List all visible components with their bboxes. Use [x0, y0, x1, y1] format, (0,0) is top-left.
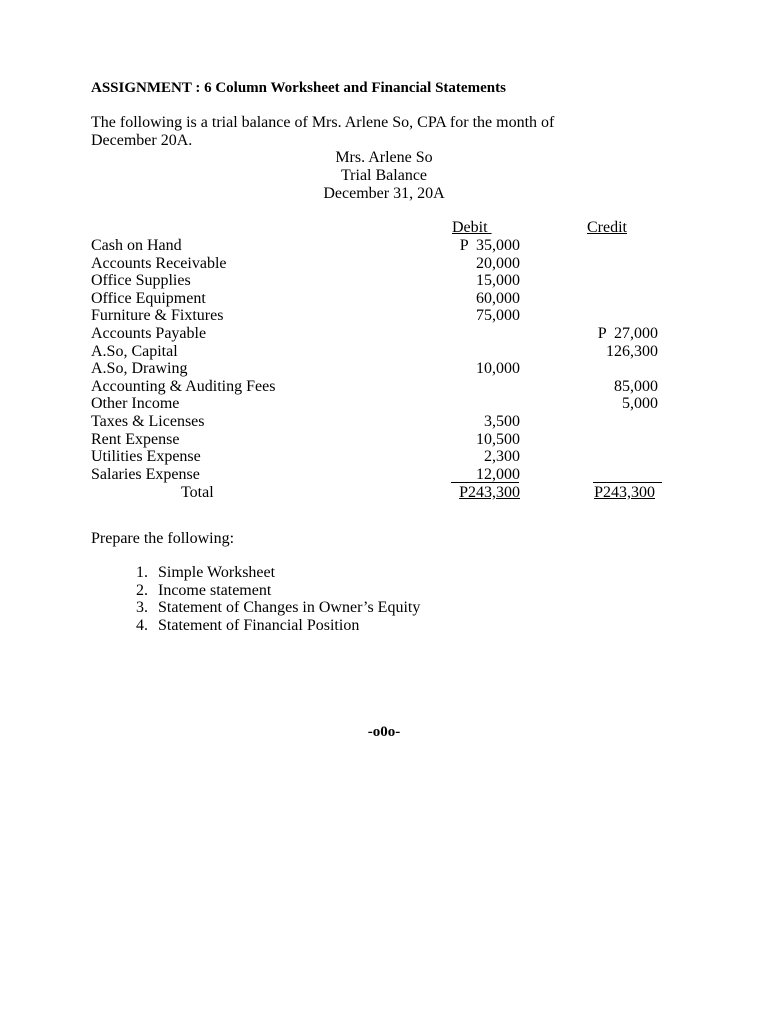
task-text: Statement of Changes in Owner’s Equity	[158, 599, 421, 616]
account-debit: 2,300	[484, 448, 520, 466]
account-debit: 75,000	[476, 307, 520, 325]
account-debit: 60,000	[476, 289, 520, 307]
list-item	[136, 582, 420, 600]
account-credit: 126,300	[606, 342, 658, 360]
task-text: Simple Worksheet	[158, 564, 276, 581]
task-text: Statement of Financial Position	[158, 616, 360, 634]
account-debit: 10,000	[476, 360, 520, 378]
account-debit: 15,000	[476, 272, 520, 290]
end-mark: -o0o-	[367, 724, 401, 740]
account-name: Rent Expense	[91, 430, 180, 448]
account-name: Cash on Hand	[91, 237, 182, 254]
task-text: Income statement	[158, 581, 272, 599]
prepare-label: Prepare the following:	[91, 530, 235, 547]
credit-column-header: Credit	[587, 219, 627, 236]
account-credit: 5,000	[622, 395, 658, 413]
statement-owner-name: Mrs. Arlene So	[335, 149, 433, 166]
total-credit: P243,300	[594, 484, 655, 501]
account-name: Office Supplies	[91, 272, 191, 290]
account-credit: 85,000	[614, 377, 658, 395]
account-debit: 3,500	[484, 413, 520, 430]
account-debit: P 35,000	[459, 237, 520, 254]
account-name: Accounting & Auditing Fees	[91, 377, 276, 395]
credit-subtotal-rule	[593, 482, 662, 483]
account-name: Salaries Expense	[91, 465, 200, 483]
task-number: 4.	[136, 616, 148, 634]
account-debit: 12,000	[476, 465, 520, 483]
task-number: 3.	[136, 599, 148, 616]
account-name: Other Income	[91, 395, 180, 413]
assignment-title: ASSIGNMENT : 6 Column Worksheet and Financial Statements	[91, 80, 506, 96]
account-name: Office Equipment	[91, 289, 206, 307]
debit-subtotal-rule	[451, 482, 519, 483]
intro-line-1: The following is a trial balance of Mrs. Arlene So, CPA for the month of	[91, 114, 555, 131]
account-name: A.So, Drawing	[91, 360, 188, 378]
account-debit: 20,000	[476, 254, 520, 272]
account-name: A.So, Capital	[91, 342, 178, 360]
statement-date: December 31, 20A	[323, 185, 445, 202]
list-item	[136, 599, 420, 617]
account-debit: 10,500	[476, 430, 520, 448]
account-name: Taxes & Licenses	[91, 413, 205, 430]
total-debit: P243,300	[459, 484, 520, 501]
account-name: Utilities Expense	[91, 448, 201, 466]
task-number: 1.	[136, 564, 148, 581]
intro-paragraph	[91, 114, 554, 150]
debit-column-header: Debit	[452, 219, 492, 236]
task-number: 2.	[136, 581, 148, 599]
account-name: Furniture & Fixtures	[91, 307, 224, 325]
total-label: Total	[181, 484, 214, 501]
task-list	[136, 564, 420, 634]
account-name: Accounts Receivable	[91, 254, 227, 272]
list-item	[136, 564, 420, 582]
statement-report-name: Trial Balance	[340, 167, 428, 184]
intro-line-2: December 20A.	[91, 132, 193, 149]
account-name: Accounts Payable	[91, 325, 207, 342]
account-credit: P 27,000	[597, 325, 658, 342]
list-item	[136, 617, 420, 635]
